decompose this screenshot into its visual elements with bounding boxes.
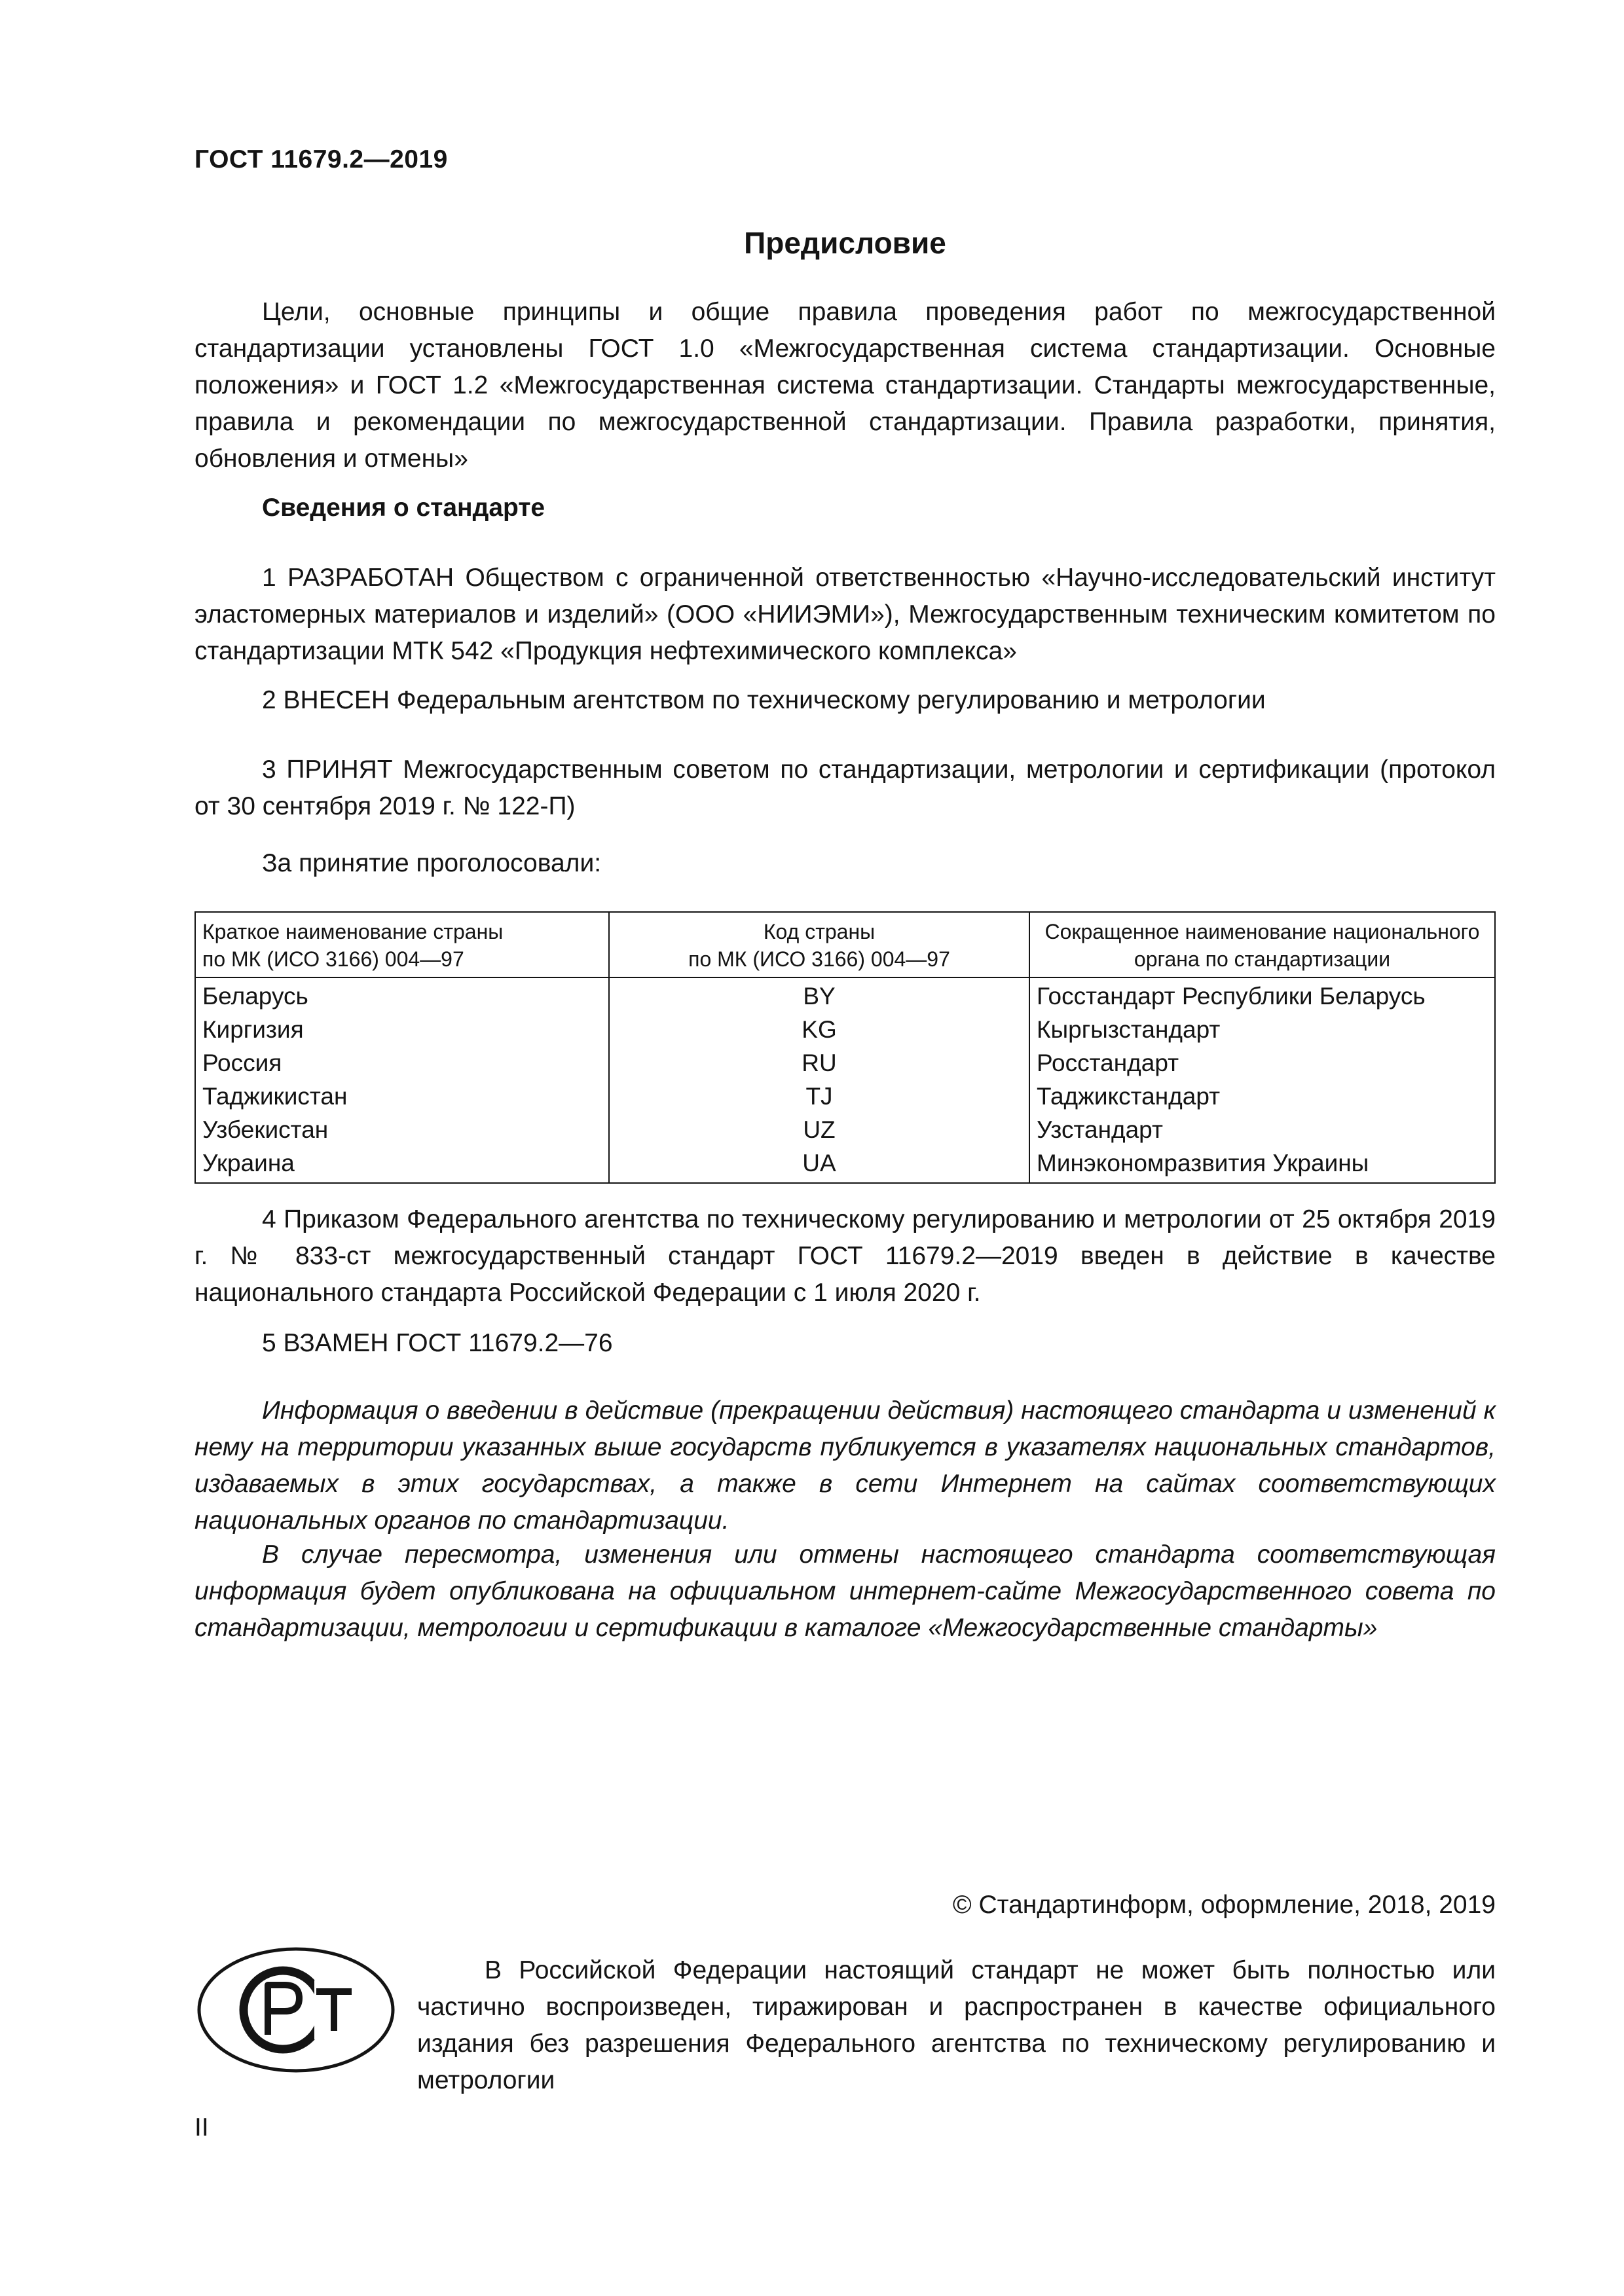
item-2-paragraph: 2 ВНЕСЕН Федеральным агентством по техническому регулированию и метрологии	[262, 686, 1266, 714]
cell-body: Узстандарт	[1029, 1113, 1495, 1146]
countries-table	[194, 911, 1496, 1184]
cell-body: Госстандарт Республики Беларусь	[1029, 977, 1495, 1013]
header-country-line2: по МК (ИСО 3166) 004—97	[202, 947, 464, 971]
header-body-line1: Сокращенное наименование национального	[1044, 920, 1480, 943]
copyright-line: © Стандартинформ, оформление, 2018, 2019	[952, 1891, 1496, 1919]
header-code	[609, 912, 1029, 977]
rights-notice: В Российской Федерации настоящий стандарт не может быть полностью или частично воспроизведен, тиражирован и распространен в качестве официального издания без разрешения Федерального агентства по техническому регулированию и метрологии	[417, 1956, 1496, 2094]
cell-code: RU	[609, 1046, 1029, 1080]
item-5-paragraph: 5 ВЗАМЕН ГОСТ 11679.2—76	[262, 1329, 613, 1357]
item-1-paragraph: 1 РАЗРАБОТАН Обществом с ограниченной ответственностью «Научно-исследовательский институт эластомерных материалов и изделий» (ООО «НИИЭМИ»), Межгосударственным техническим комитетом по стандартизации МТК 542 «Продукция нефтехимического комплекса»	[194, 564, 1496, 665]
table-header-row	[195, 912, 1495, 977]
table-row	[195, 1046, 1495, 1080]
header-code-line1: Код страны	[763, 920, 876, 943]
intro-paragraph: Цели, основные принципы и общие правила проведения работ по межгосударственной стандартизации установлены ГОСТ 1.0 «Межгосударственная система стандартизации. Основные положения» и ГОСТ 1.2 «Межгосударственная система стандартизации. Стандарты межгосударственные, правила и рекомендации по межгосударственной стандартизации. Правила разработки, принятия, обновления и отмены»	[194, 298, 1496, 473]
cell-country: Таджикистан	[195, 1080, 609, 1113]
table-row	[195, 977, 1495, 1013]
cell-body: Росстандарт	[1029, 1046, 1495, 1080]
cell-country: Украина	[195, 1146, 609, 1183]
cell-country: Киргизия	[195, 1013, 609, 1046]
vote-label: За принятие проголосовали:	[262, 849, 602, 877]
table-row	[195, 1113, 1495, 1146]
document-code: ГОСТ 11679.2—2019	[194, 145, 448, 173]
cell-code: TJ	[609, 1080, 1029, 1113]
cell-code: BY	[609, 977, 1029, 1013]
cell-body: Кыргызстандарт	[1029, 1013, 1495, 1046]
header-body	[1029, 912, 1495, 977]
cell-country: Беларусь	[195, 977, 609, 1013]
item-3-paragraph: 3 ПРИНЯТ Межгосударственным советом по стандартизации, метрологии и сертификации (протокол от 30 сентября 2019 г. № 122-П)	[194, 756, 1496, 820]
section-heading: Сведения о стандарте	[262, 494, 545, 522]
cell-body: Таджикстандарт	[1029, 1080, 1495, 1113]
item-4-paragraph: 4 Приказом Федерального агентства по техническому регулированию и метрологии от 25 октября 2019 г. № 833-ст межгосударственный стандарт ГОСТ 11679.2—2019 введен в действие в качестве национального стандарта Российской Федерации с 1 июля 2020 г.	[194, 1205, 1496, 1307]
table-row	[195, 1146, 1495, 1183]
page-title: Предисловие	[744, 226, 946, 260]
header-country	[195, 912, 609, 977]
cell-country: Россия	[195, 1046, 609, 1080]
cell-code: UZ	[609, 1113, 1029, 1146]
countries-table-wrapper	[194, 911, 1496, 1184]
header-country-line1: Краткое наименование страны	[202, 920, 504, 943]
cell-country: Узбекистан	[195, 1113, 609, 1146]
rst-logo-icon	[194, 1944, 397, 2075]
cell-code: KG	[609, 1013, 1029, 1046]
info-paragraph-2: В случае пересмотра, изменения или отмены настоящего стандарта соответствующая информация будет опубликована на официальном интернет-сайте Межгосударственного совета по стандартизации, метрологии и сертификации в каталоге «Межгосударственные стандарты»	[194, 1540, 1496, 1642]
info-paragraph-1: Информация о введении в действие (прекращении действия) настоящего стандарта и изменений к нему на территории указанных выше государств публикуется в указателях национальных стандартов, издаваемых в этих государствах, а также в сети Интернет на сайтах соответствующих национальных органов по стандартизации.	[194, 1396, 1496, 1535]
table-row	[195, 1013, 1495, 1046]
header-code-line2: по МК (ИСО 3166) 004—97	[688, 947, 950, 971]
cell-code: UA	[609, 1146, 1029, 1183]
cell-body: Минэкономразвития Украины	[1029, 1146, 1495, 1183]
page-number: II	[194, 2113, 209, 2141]
header-body-line2: органа по стандартизации	[1134, 947, 1391, 971]
table-row	[195, 1080, 1495, 1113]
